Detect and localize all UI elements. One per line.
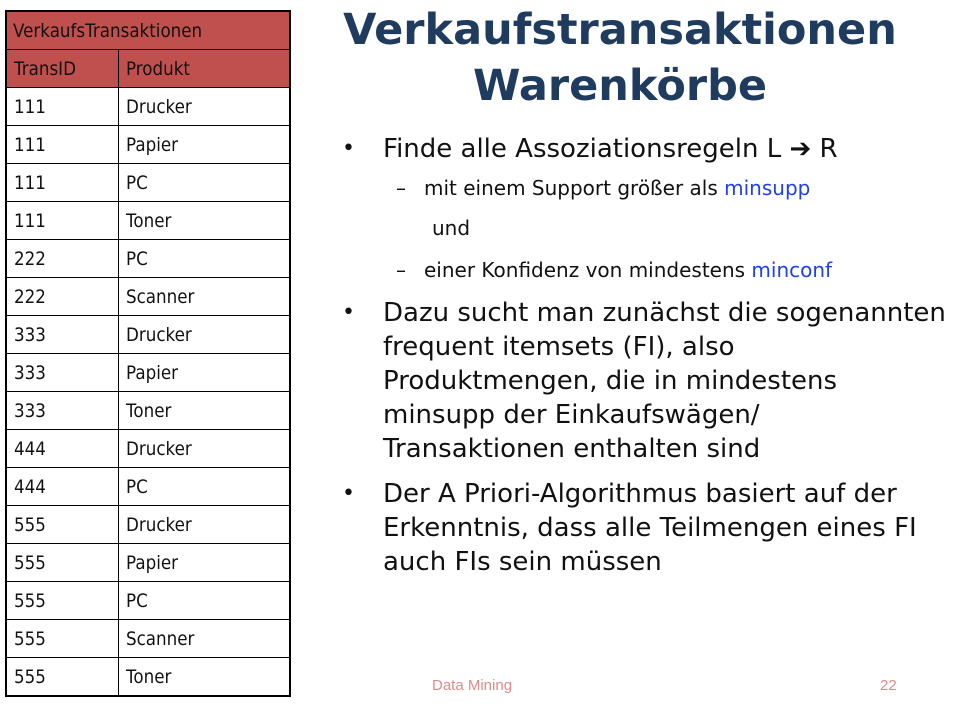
cell-transid: 333 [6, 354, 119, 392]
cell-transid: 333 [6, 316, 119, 354]
table-row [6, 658, 290, 697]
transactions-table [5, 10, 291, 697]
term-minsupp: minsupp [724, 176, 811, 200]
arrow-icon: ➔ [789, 134, 812, 164]
bullet-list [338, 132, 948, 579]
cell-transid: 555 [6, 582, 119, 620]
page-number: 22 [880, 677, 897, 694]
cell-transid: 555 [6, 620, 119, 658]
term-minconf: minconf [751, 258, 833, 282]
cell-transid: 222 [6, 240, 119, 278]
sub-bullet-support: – mit einem Support größer als minsupp [396, 176, 811, 200]
cell-transid: 444 [6, 430, 119, 468]
cell-transid: 222 [6, 278, 119, 316]
table-row [6, 620, 290, 658]
table-row [6, 316, 290, 354]
bullet-rules: • Finde alle Assoziationsregeln L ➔ R [342, 134, 838, 164]
table-row [6, 430, 290, 468]
conjunction-text: und [432, 216, 471, 240]
table-caption: VerkaufsTransaktionen [6, 11, 290, 50]
cell-produkt: Drucker [119, 316, 291, 354]
header-produkt: Produkt [119, 50, 291, 88]
header-transid: TransID [6, 50, 119, 88]
cell-produkt: Papier [119, 126, 291, 164]
cell-transid: 111 [6, 202, 119, 240]
cell-produkt: Toner [119, 202, 291, 240]
cell-produkt: PC [119, 468, 291, 506]
cell-produkt: Papier [119, 354, 291, 392]
table-row [6, 164, 290, 202]
cell-transid: 444 [6, 468, 119, 506]
sub-bullet-confidence: – einer Konfidenz von mindestens minconf [396, 258, 833, 282]
cell-transid: 555 [6, 658, 119, 697]
cell-transid: 111 [6, 88, 119, 126]
cell-produkt: Toner [119, 658, 291, 697]
table-row [6, 506, 290, 544]
cell-produkt: PC [119, 240, 291, 278]
cell-produkt: PC [119, 164, 291, 202]
table-row [6, 544, 290, 582]
cell-produkt: Drucker [119, 506, 291, 544]
cell-produkt: Drucker [119, 88, 291, 126]
title-line-2: Warenkörbe [472, 61, 768, 111]
cell-produkt: Drucker [119, 430, 291, 468]
table-body [6, 88, 290, 697]
cell-transid: 555 [6, 544, 119, 582]
cell-produkt: Scanner [119, 278, 291, 316]
bullet-dot: • [342, 136, 355, 161]
cell-produkt: Papier [119, 544, 291, 582]
cell-transid: 111 [6, 126, 119, 164]
table-row [6, 392, 290, 430]
title-line-1: Verkaufstransaktionen [343, 5, 897, 55]
table-row [6, 354, 290, 392]
bullet-apriori: • Der A Priori-Algorithmus basiert auf der Erkenntnis, dass alle Teilmengen eines FI auch FIs sein müssen [342, 479, 917, 577]
table-row [6, 126, 290, 164]
table-row [6, 240, 290, 278]
footer-label: Data Mining [432, 677, 513, 694]
table-row [6, 582, 290, 620]
cell-transid: 333 [6, 392, 119, 430]
table-row [6, 278, 290, 316]
bullet-frequent-itemsets: • Dazu sucht man zunächst die sogenannten frequent itemsets (FI), also Produktmengen, die in mindestens minsupp der Einkaufswägen/ Transaktionen enthalten sind [342, 298, 946, 464]
slide-title [300, 2, 940, 114]
cell-produkt: PC [119, 582, 291, 620]
table-row [6, 468, 290, 506]
table-row [6, 88, 290, 126]
cell-produkt: Toner [119, 392, 291, 430]
cell-produkt: Scanner [119, 620, 291, 658]
table-row [6, 202, 290, 240]
cell-transid: 111 [6, 164, 119, 202]
cell-transid: 555 [6, 506, 119, 544]
